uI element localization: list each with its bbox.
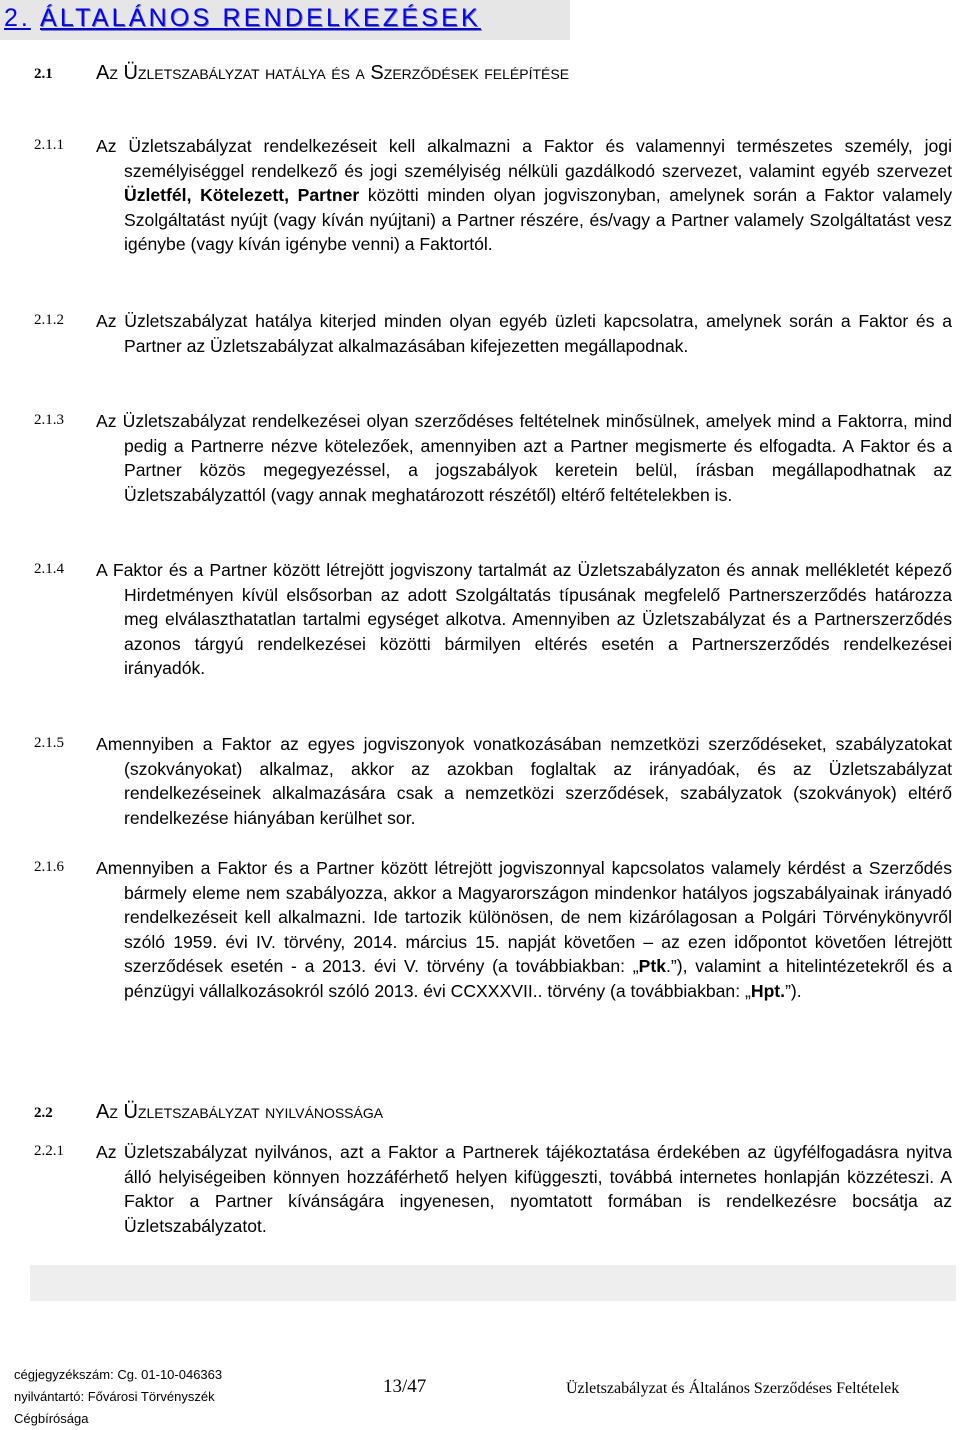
page-number: 13/47 <box>383 1376 427 1397</box>
paragraph-text: Az Üzletszabályzat nyilvános, azt a Faktor a Partnerek tájékoztatása érdekében az ügyfélfogadásra nyitva álló helyiségeiben könnyen hozzáférhető helyen kifüggeszti, továbbá internetes honlapján közzéteszi. A Faktor a Partner kívánságára ingyenesen, nyomtatott formában is rendelkezésre bocsátja az Üzletszabályzatot. <box>96 1142 952 1236</box>
paragraph-number: 2.1.1 <box>34 137 64 153</box>
section-title: Az Üzletszabályzat hatálya és a Szerződések felépítése <box>96 62 570 84</box>
paragraph-text: Az Üzletszabályzat hatálya kiterjed minden olyan egyéb üzleti kapcsolatra, amelynek során a Faktor és a Partner az Üzletszabályzat alkalmazásában kifejezetten megállapodnak. <box>96 311 952 356</box>
paragraph-number: 2.1.5 <box>34 735 64 751</box>
paragraph-text: Amennyiben a Faktor az egyes jogviszonyok vonatkozásában nemzetközi szerződéseket, szabályzatokat (szokványokat) alkalmaz, akkor az azokban foglaltak az irányadóak, és az Üzletszabályzat rendelkezéseinek alkalmazására csak a nemzetközi szerződések, szabályzatok (szokványok) eltérő rendelkezése hiányában kerülhet sor. <box>96 734 952 828</box>
section-title: Az Üzletszabályzat nyilvánossága <box>96 1101 384 1123</box>
registrar-line-1: nyilvántartó: Fővárosi Törvényszék <box>14 1389 215 1404</box>
paragraph-number: 2.1.4 <box>34 561 64 577</box>
footer-doc-title: Üzletszabályzat és Általános Szerződéses Feltételek <box>566 1380 900 1397</box>
chapter-title: ÁLTALÁNOS RENDELKEZÉSEK <box>40 4 481 32</box>
paragraph-number: 2.1.3 <box>34 412 64 428</box>
paragraph-text: Az Üzletszabályzat rendelkezéseit kell alkalmazni a Faktor és valamennyi természetes személy, jogi személyiséggel rendelkező és jogi személyiség nélküli gazdálkodó szervezet, valamint egyéb szervezet Üzletfél, Kötelezett, Partner közötti minden olyan jogviszonyban, amelynek során a Faktor valamely Szolgáltatást nyújt (vagy kíván nyújtani) a Partner részére, és/vagy a Partner valamely Szolgáltatást vesz igénybe (vagy kíván igénybe venni) a Faktortól. <box>96 136 953 255</box>
paragraph-number: 2.1.2 <box>34 312 64 328</box>
paragraph-number: 2.2.1 <box>34 1143 64 1159</box>
chapter-number: 2. <box>4 4 31 32</box>
footer-company-info <box>14 1364 222 1430</box>
paragraph-text: Amennyiben a Faktor és a Partner között létrejött jogviszonnyal kapcsolatos valamely kérdést a Szerződés bármely eleme nem szabályozza, akkor a Magyarországon mindenkor hatályos jogszabályainak irányadó rendelkezéseit kell alkalmazni. Ide tartozik különösen, de nem kizárólagosan a Polgári Törvénykönyvről szóló 1959. évi IV. törvény, 2014. március 15. napját követően – az ezen időpontot követően létrejött szerződések esetén - a 2013. évi V. törvény (a továbbiakban: „Ptk.”), valamint a hitelintézetekről és a pénzügyi vállalkozásokról szóló 2013. évi CCXXXVII.. törvény (a továbbiakban: „Hpt.”). <box>96 858 952 1001</box>
registry-number: cégjegyzékszám: Cg. 01-10-046363 <box>14 1367 223 1382</box>
section-number: 2.2 <box>34 1105 53 1121</box>
paragraph-text: Az Üzletszabályzat rendelkezései olyan szerződéses feltételnek minősülnek, amelyek mind a Faktorra, mind pedig a Partnerre nézve kötelezőek, amennyiben azt a Partner megismerte és elfogadta. A Faktor és a Partner közös megegyezéssel, a jogszabályok keretein belül, írásban megállapodhatnak az Üzletszabályzattól (vagy annak meghatározott részétől) eltérő feltételekben is. <box>96 411 952 505</box>
registrar-line-2: Cégbírósága <box>14 1411 89 1426</box>
paragraph-text: A Faktor és a Partner között létrejött jogviszony tartalmát az Üzletszabályzaton és annak mellékletét képező Hirdetményen kívül elsősorban az adott Szolgáltatás típusának megfelelő Partnerszerződés határozza meg elválaszthatatlan tartalmi egységet alkotva. Amennyiben az Üzletszabályzat és a Partnerszerződés azonos tárgyú rendelkezései közötti bármilyen eltérés esetén a Partnerszerződés rendelkezései irányadók. <box>96 560 952 679</box>
divider-band <box>30 1265 956 1301</box>
section-number: 2.1 <box>34 66 53 82</box>
chapter-heading <box>0 0 570 40</box>
paragraph-number: 2.1.6 <box>34 859 64 875</box>
